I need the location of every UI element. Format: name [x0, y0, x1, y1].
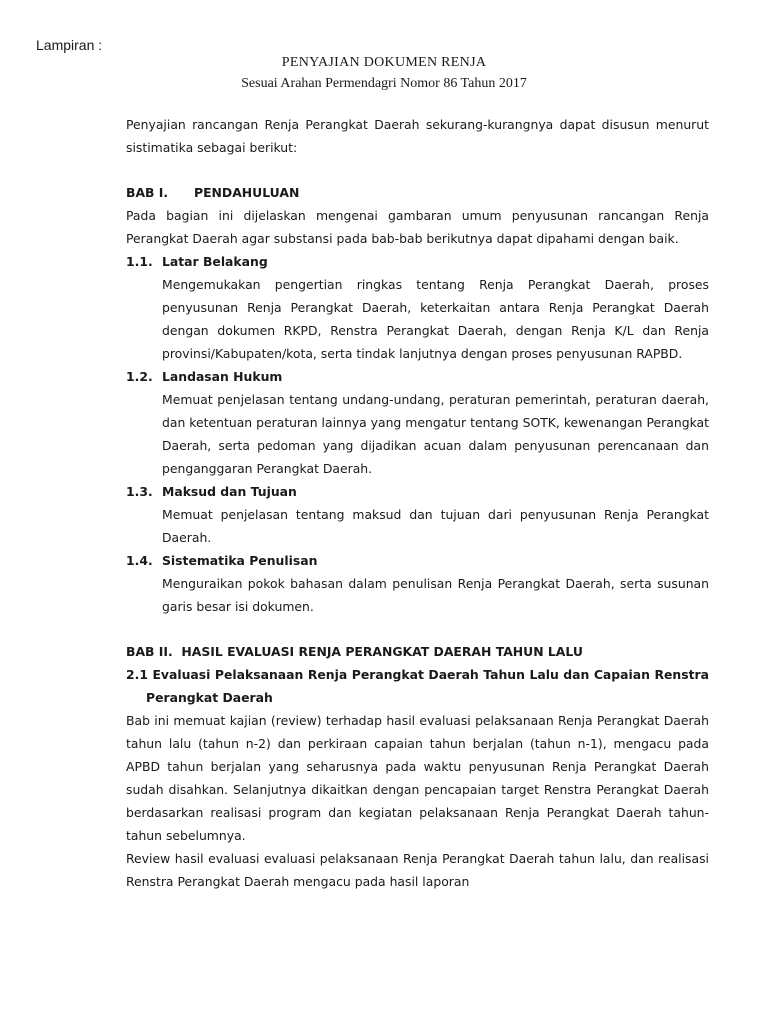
section-1-2-paragraph: Memuat penjelasan tentang undang-undang, peraturan pemerintah, peraturan daerah, dan ketentuan peraturan lainnya yang mengatur tentang SOTK, kewenangan Perangkat Daerah, serta pedoman yang dijadikan acuan dalam penyusunan perencanaan dan penganggaran Perangkat Daerah.: [162, 392, 709, 476]
section-2-1-heading: 2.1 Evaluasi Pelaksanaan Renja Perangkat Daerah Tahun Lalu dan Capaian Renstra Perangkat Daerah: [126, 667, 709, 705]
section-1-1-heading: [126, 250, 709, 273]
section-1-3-heading: [126, 480, 709, 503]
section-1-4-title: Sistematika Penulisan: [162, 553, 318, 568]
section-1-4-paragraph: Menguraikan pokok bahasan dalam penulisan Renja Perangkat Daerah, serta susunan garis besar isi dokumen.: [162, 576, 709, 614]
bab-2-heading: [126, 640, 709, 663]
section-1-4-number: 1.4.: [126, 553, 153, 568]
intro-paragraph: Penyajian rancangan Renja Perangkat Daerah sekurang-kurangnya dapat disusun menurut sistimatika sebagai berikut:: [126, 117, 709, 155]
section-1-2-title: Landasan Hukum: [162, 369, 283, 384]
section-1-4-heading: [126, 549, 709, 572]
lampiran-label: Lampiran :: [36, 37, 103, 53]
section-1-1-paragraph: Mengemukakan pengertian ringkas tentang Renja Perangkat Daerah, proses penyusunan Renja Perangkat Daerah, keterkaitan antara Renja Perangkat Daerah dengan dokumen RKPD, Renstra Perangkat Daerah, dengan Renja K/L dan Renja provinsi/Kabupaten/kota, serta tindak lanjutnya dengan proses penyusunan RAPBD.: [162, 277, 709, 361]
bab-2-paragraph-2: Review hasil evaluasi evaluasi pelaksanaan Renja Perangkat Daerah tahun lalu, dan realisasi Renstra Perangkat Daerah mengacu pada hasil laporan: [126, 851, 709, 889]
section-1-2-heading: [126, 365, 709, 388]
bab-1-title: PENDAHULUAN: [194, 185, 300, 200]
bab-1-paragraph: Pada bagian ini dijelaskan mengenai gambaran umum penyusunan rancangan Renja Perangkat Daerah agar substansi pada bab-bab berikutnya dapat dipahami dengan baik.: [126, 208, 709, 246]
section-1-1-title: Latar Belakang: [162, 254, 268, 269]
document-subtitle: Sesuai Arahan Permendagri Nomor 86 Tahun 2017: [241, 76, 527, 91]
bab-2-title: HASIL EVALUASI RENJA PERANGKAT DAERAH TAHUN LALU: [181, 644, 583, 659]
section-1-1-number: 1.1.: [126, 254, 153, 269]
bab-1-number: BAB I.: [126, 185, 169, 200]
section-1-3-title: Maksud dan Tujuan: [162, 484, 297, 499]
section-1-3-number: 1.3.: [126, 484, 153, 499]
document-body: [126, 113, 709, 893]
bab-2-paragraph-1: Bab ini memuat kajian (review) terhadap hasil evaluasi pelaksanaan Renja Perangkat Daerah tahun lalu (tahun n-2) dan perkiraan capaian tahun berjalan (tahun n-1), mengacu pada APBD tahun berjalan yang seharusnya pada waktu penyusunan Renja Perangkat Daerah sudah disahkan. Selanjutnya dikaitkan dengan pencapaian target Renstra Perangkat Daerah berdasarkan realisasi program dan kegiatan pelaksanaan Renja Perangkat Daerah tahun-tahun sebelumnya.: [126, 713, 709, 843]
section-1-2-number: 1.2.: [126, 369, 153, 384]
bab-2-number: BAB II.: [126, 644, 173, 659]
bab-1-heading: [126, 181, 709, 204]
section-1-3-paragraph: Memuat penjelasan tentang maksud dan tujuan dari penyusunan Renja Perangkat Daerah.: [162, 507, 709, 545]
document-title: PENYAJIAN DOKUMEN RENJA: [281, 55, 487, 70]
